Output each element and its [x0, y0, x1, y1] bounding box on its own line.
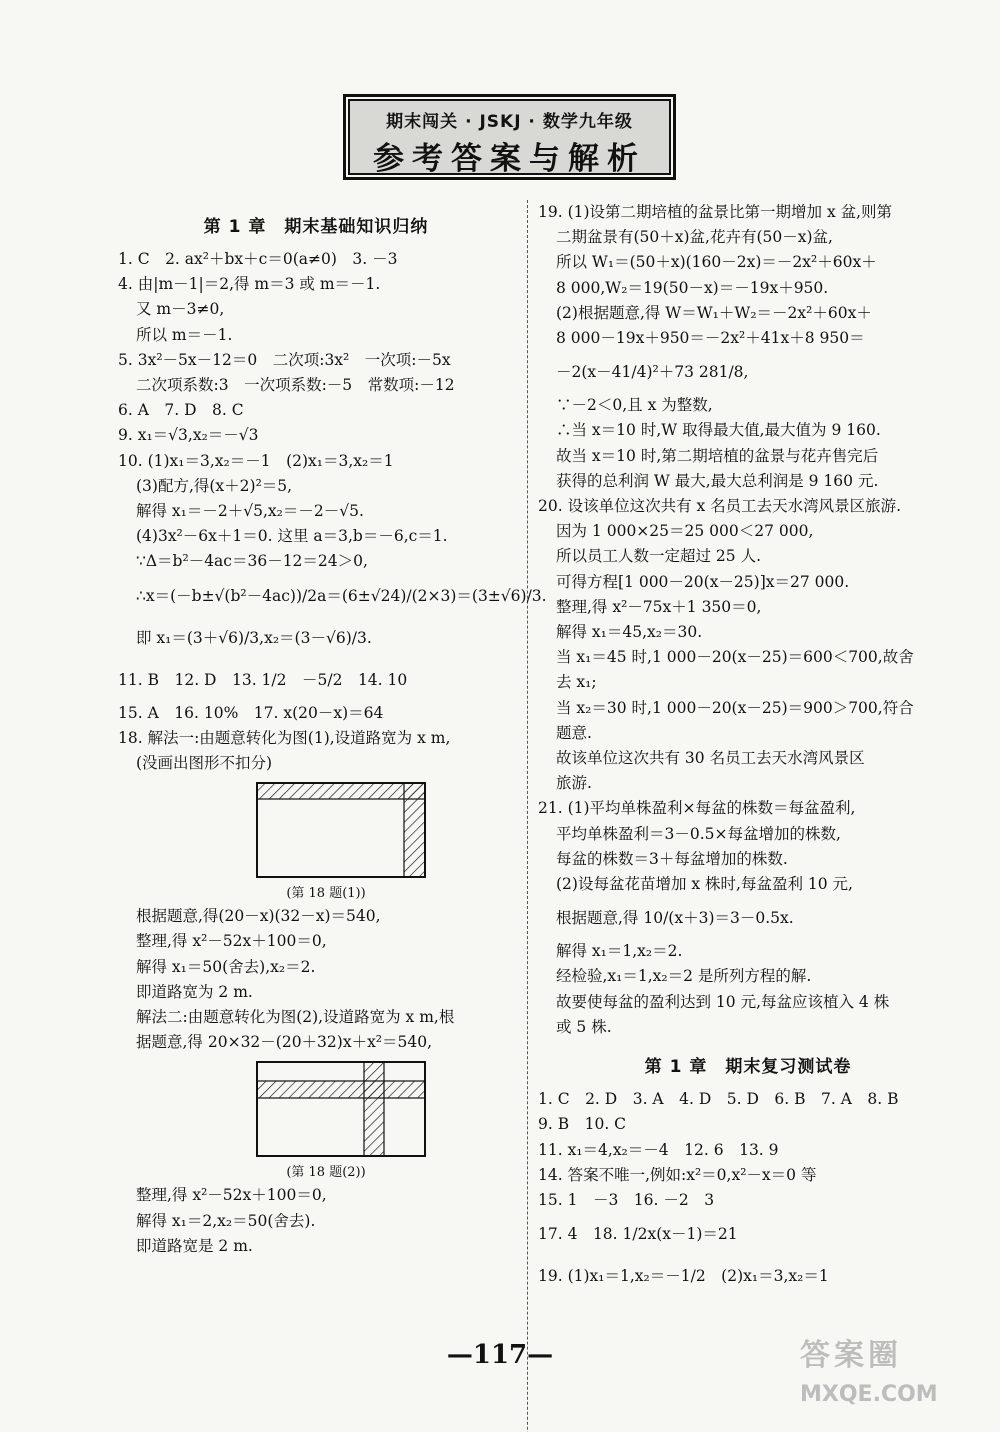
answer-line: 根据题意,得 10/(x＋3)＝3－0.5x.	[556, 909, 794, 928]
answer-line: 二期盆景有(50＋x)盆,花卉有(50－x)盆,	[556, 228, 833, 247]
answer-line: 故当 x＝10 时,第二期培植的盆景与花卉售完后	[556, 446, 879, 465]
answer-line: 15. 1 －3 16. －2 3	[538, 1190, 715, 1209]
answer-line: 所以员工人数一定超过 25 人.	[556, 547, 762, 566]
answer-line: 8 000－19x＋950＝－2x²＋41x＋8 950＝	[556, 329, 865, 348]
page-number: —117—	[446, 1340, 554, 1370]
left-column	[118, 200, 547, 1259]
answer-line: 解得 x₁＝1,x₂＝2.	[556, 942, 683, 961]
answer-line: (2)设每盆花苗增加 x 株时,每盆盈利 10 元,	[556, 875, 853, 894]
answer-line: 获得的总利润 W 最大,最大总利润是 9 160 元.	[556, 471, 879, 490]
watermark-logo: 答案圈	[800, 1338, 902, 1373]
figure-18-2-caption: (第 18 题(2))	[286, 1165, 366, 1181]
answer-line: 19. (1)设第二期培植的盆景比第一期增加 x 盆,则第	[538, 203, 893, 221]
figure-18-2-svg	[256, 1061, 426, 1157]
answer-line: 根据题意,得(20－x)(32－x)＝540,	[136, 907, 381, 926]
answer-line: 5. 3x²－5x－12＝0 二次项:3x² 一次项:－5x	[118, 350, 451, 369]
answer-line: 4. 由|m－1|＝2,得 m＝3 或 m＝－1.	[118, 275, 381, 294]
answer-line: 又 m－3≠0,	[136, 300, 225, 319]
answer-line: 19. (1)x₁＝1,x₂＝－1/2 (2)x₁＝3,x₂＝1	[538, 1267, 829, 1286]
answer-line: (3)配方,得(x＋2)²＝5,	[136, 476, 293, 495]
column-divider	[527, 200, 528, 1432]
header-banner	[343, 94, 676, 180]
answer-line: 当 x₂＝30 时,1 000－20(x－25)＝900＞700,符合	[556, 698, 914, 717]
answer-line: 旅游.	[556, 774, 592, 793]
answer-line: 或 5 株.	[556, 1017, 612, 1036]
answer-line: ∵－2＜0,且 x 为整数,	[556, 396, 713, 415]
answer-line: 8 000,W₂＝19(50－x)＝－19x＋950.	[556, 278, 829, 297]
answer-line: 1. C 2. D 3. A 4. D 5. D 6. B 7. A 8. B	[538, 1090, 899, 1109]
answer-line: 题意.	[556, 723, 592, 742]
watermark	[800, 1330, 975, 1420]
answer-line: ∴x＝(－b±√(b²－4ac))/2a＝(6±√24)/(2×3)＝(3±√6)/3.	[136, 586, 547, 605]
answer-line: ∴当 x＝10 时,W 取得最大值,最大值为 9 160.	[556, 421, 881, 440]
answer-line: 整理,得 x²－52x＋100＝0,	[136, 932, 327, 951]
answer-line: 因为 1 000×25＝25 000＜27 000,	[556, 522, 814, 541]
section-title-review-test: 第 1 章 期末复习测试卷	[644, 1057, 852, 1078]
answer-line: 9. B 10. C	[538, 1115, 627, 1134]
answer-line: －2(x－41/4)²＋73 281/8,	[556, 363, 749, 382]
answer-line: 9. x₁＝√3,x₂＝－√3	[118, 426, 259, 445]
answer-line: 即 x₁＝(3＋√6)/3,x₂＝(3－√6)/3.	[136, 628, 372, 647]
answer-line: 18. 解法一:由题意转化为图(1),设道路宽为 x m,	[118, 728, 451, 747]
answer-line: 6. A 7. D 8. C	[118, 401, 244, 420]
header-title: 参考答案与解析	[373, 141, 646, 177]
answer-line: 所以 W₁＝(50＋x)(160－2x)＝－2x²＋60x＋	[556, 253, 877, 272]
answer-line: 15. A 16. 10% 17. x(20－x)＝64	[118, 703, 384, 722]
watermark-url: MXQE.COM	[800, 1382, 938, 1407]
answer-line: 17. 4 18. 1/2x(x－1)＝21	[538, 1225, 738, 1244]
answer-line: 11. B 12. D 13. 1/2 －5/2 14. 10	[118, 670, 408, 689]
answer-line: 据题意,得 20×32－(20＋32)x＋x²＝540,	[136, 1033, 433, 1052]
figure-18-1-caption: (第 18 题(1))	[286, 886, 366, 902]
answer-line: 故要使每盆的盈利达到 10 元,每盆应该植入 4 株	[556, 992, 890, 1011]
figure-18-1-svg	[256, 782, 426, 878]
answer-line: 平均单株盈利＝3－0.5×每盆增加的株数,	[556, 824, 841, 843]
answer-line: 所以 m＝－1.	[136, 325, 233, 344]
answer-line: 当 x₁＝45 时,1 000－20(x－25)＝600＜700,故舍	[556, 648, 914, 667]
answer-line: 解得 x₁＝50(舍去),x₂＝2.	[136, 957, 316, 976]
answer-line: 即道路宽为 2 m.	[136, 982, 253, 1001]
answer-line: (4)3x²－6x＋1＝0. 这里 a＝3,b＝－6,c＝1.	[136, 527, 448, 546]
answer-line: (2)根据题意,得 W＝W₁＋W₂＝－2x²＋60x＋	[556, 303, 872, 322]
answer-line: ∵Δ＝b²－4ac＝36－12＝24＞0,	[136, 552, 368, 571]
answer-line: 解得 x₁＝－2＋√5,x₂＝－2－√5.	[136, 502, 364, 521]
answer-line: 每盆的株数＝3＋每盆增加的株数.	[556, 849, 788, 868]
answer-line: 整理,得 x²－52x＋100＝0,	[136, 1186, 327, 1205]
answer-line: 经检验,x₁＝1,x₂＝2 是所列方程的解.	[556, 967, 812, 986]
answer-line: 11. x₁＝4,x₂＝－4 12. 6 13. 9	[538, 1140, 779, 1159]
answer-line: 解法二:由题意转化为图(2),设道路宽为 x m,根	[136, 1008, 455, 1027]
answer-line: 整理,得 x²－75x＋1 350＝0,	[556, 597, 762, 616]
answer-line: 去 x₁;	[556, 673, 597, 692]
answer-line: 1. C 2. ax²＋bx＋c＝0(a≠0) 3. －3	[118, 250, 398, 268]
answer-line: 解得 x₁＝2,x₂＝50(舍去).	[136, 1211, 316, 1230]
answer-line: 解得 x₁＝45,x₂＝30.	[556, 623, 703, 642]
figure-18-2	[256, 1061, 514, 1161]
right-column	[538, 200, 958, 1297]
section-title-basics: 第 1 章 期末基础知识归纳	[203, 217, 429, 237]
figure-18-1	[256, 782, 514, 882]
header-subtitle: 期末闯关 · JSKJ · 数学九年级	[386, 112, 633, 132]
answer-line: (没画出图形不扣分)	[136, 754, 273, 773]
answer-line: 故该单位这次共有 30 名员工去天水湾风景区	[556, 749, 865, 768]
answer-line: 14. 答案不唯一,例如:x²＝0,x²－x＝0 等	[538, 1165, 817, 1184]
answer-line: 21. (1)平均单株盈利×每盆的株数＝每盆盈利,	[538, 799, 856, 818]
answer-line: 可得方程[1 000－20(x－25)]x＝27 000.	[556, 572, 850, 591]
answer-line: 20. 设该单位这次共有 x 名员工去天水湾风景区旅游.	[538, 497, 902, 516]
answer-line: 二次项系数:3 一次项系数:－5 常数项:－12	[136, 376, 455, 395]
answer-line: 即道路宽是 2 m.	[136, 1236, 253, 1255]
answer-line: 10. (1)x₁＝3,x₂＝－1 (2)x₁＝3,x₂＝1	[118, 451, 394, 470]
